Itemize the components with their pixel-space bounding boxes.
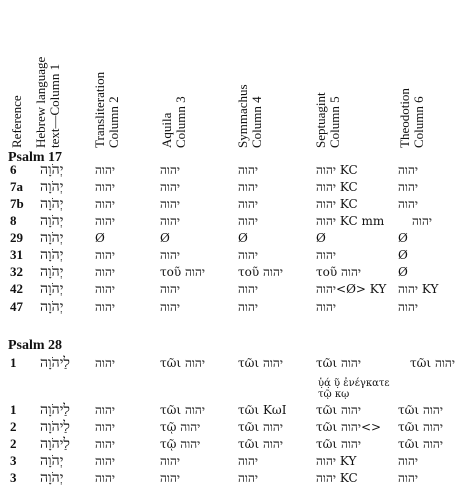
header-line: Column 3 [173, 96, 188, 148]
transliteration-cell: יהוה [95, 265, 116, 279]
symmachus-cell: יהוה [238, 300, 259, 314]
symmachus-cell: יהוה [238, 163, 259, 177]
header-line: Symmachus [235, 84, 250, 148]
header-symmachus [236, 84, 264, 148]
ref-cell: 42 [10, 281, 23, 296]
transliteration-cell: יהוה [95, 300, 116, 314]
ref-cell: 7b [10, 196, 24, 211]
hebrew-cell: יְהֹוָה [40, 247, 64, 263]
septuagint-cell: יהוה KY [316, 454, 357, 468]
hebrew-cell: יְהֹוָה [40, 213, 64, 229]
header-line: Septuagint [313, 92, 328, 148]
aquila-cell: τοῦ יהוה [160, 265, 206, 279]
header-aquila [160, 96, 188, 148]
section-title: Psalm 28 [8, 338, 63, 353]
header-reference [10, 95, 24, 148]
theodotion-cell: τῶι יהוה [398, 437, 443, 451]
septuagint-cell: τοῦ יהוה [316, 265, 362, 279]
septuagint-cell: τῶι יהוה [316, 356, 361, 370]
septuagint-cell: יהוה KC mm [316, 214, 385, 228]
aquila-cell: יהוה [160, 300, 181, 314]
theodotion-cell: τῶι יהוה [410, 356, 455, 370]
hebrew-cell: לַיהֹוָה [40, 419, 70, 435]
septuagint-cell: τῶι יהוה [316, 437, 361, 451]
note-line: τῷ κῳ [318, 389, 350, 400]
aquila-cell: יהוה [160, 248, 181, 262]
septuagint-cell: יהוה [316, 300, 337, 314]
ref-cell: 31 [10, 247, 23, 262]
table-row [0, 403, 474, 417]
theodotion-cell: יהוה [398, 471, 419, 485]
theodotion-cell: Ø [398, 248, 408, 262]
header-theodotion [398, 88, 426, 148]
aquila-cell: τῷ יהוה [160, 437, 201, 451]
aquila-cell: יהוה [160, 163, 181, 177]
transliteration-cell: יהוה [95, 197, 116, 211]
aquila-cell: יהוה [160, 214, 181, 228]
table-row [0, 248, 474, 262]
ref-cell: 7a [10, 179, 23, 194]
aquila-cell: יהוה [160, 282, 181, 296]
symmachus-cell: τοῦ יהוה [238, 265, 284, 279]
ref-cell: 3 [10, 453, 17, 468]
header-line: Column 4 [249, 96, 264, 148]
table-row [0, 300, 474, 314]
ref-cell: 3 [10, 470, 17, 485]
header-septuagint [314, 92, 342, 148]
hebrew-cell: לַיהֹוָה [40, 402, 70, 418]
symmachus-cell: יהוה [238, 454, 259, 468]
theodotion-cell: יהוה [398, 197, 419, 211]
header-line: Column 6 [411, 96, 426, 148]
aquila-cell: יהוה [160, 471, 181, 485]
septuagint-cell: τῶι יהוה<> [316, 420, 382, 434]
ref-cell: 1 [10, 355, 17, 370]
section-title: Psalm 17 [8, 150, 63, 165]
transliteration-cell: יהוה [95, 282, 116, 296]
header-line: Column 5 [327, 96, 342, 148]
header-transliteration [93, 72, 121, 148]
transliteration-cell: יהוה [95, 214, 116, 228]
table-row [0, 231, 474, 245]
theodotion-cell: יהוה [398, 163, 419, 177]
hebrew-cell: לַיהֹוָה [40, 436, 70, 452]
transliteration-cell: יהוה [95, 248, 116, 262]
hebrew-cell: יְהֹוָה [40, 281, 64, 297]
ref-cell: 32 [10, 264, 23, 279]
ref-cell: 6 [10, 162, 17, 177]
hebrew-cell: יְהֹוָה [40, 196, 64, 212]
septuagint-cell: יהוה KC [316, 180, 358, 194]
table-row [0, 265, 474, 279]
table-row [0, 197, 474, 211]
theodotion-cell: Ø [398, 265, 408, 279]
symmachus-cell: יהוה [238, 197, 259, 211]
transliteration-cell: יהוה [95, 356, 116, 370]
ref-cell: 2 [10, 436, 17, 451]
hebrew-cell: יְהֹוָה [40, 230, 64, 246]
hebrew-cell: יְהֹוָה [40, 264, 64, 280]
symmachus-cell: τῶι KωI [238, 403, 287, 417]
table-row [0, 356, 474, 370]
theodotion-cell: τῶι יהוה [398, 420, 443, 434]
symmachus-cell: τῶι יהוה [238, 420, 283, 434]
aquila-cell: יהוה [160, 180, 181, 194]
ref-cell: 29 [10, 230, 23, 245]
hebrew-cell: יְהֹוָה [40, 162, 64, 178]
table-row [0, 437, 474, 451]
transliteration-cell: יהוה [95, 180, 116, 194]
ref-cell: 2 [10, 419, 17, 434]
header-hebrew [34, 57, 62, 148]
header-line: Column 2 [106, 96, 121, 148]
septuagint-cell: יהוה KC [316, 471, 358, 485]
septuagint-cell: יהוה [316, 248, 337, 262]
septuagint-cell: יהוה KC [316, 163, 358, 177]
transliteration-cell: יהוה [95, 454, 116, 468]
symmachus-cell: יהוה [238, 282, 259, 296]
theodotion-cell: יהוה [398, 300, 419, 314]
transliteration-cell: יהוה [95, 420, 116, 434]
header-line: Hebrew language [33, 56, 48, 148]
aquila-cell: τῷ יהוה [160, 420, 201, 434]
header-line: text—Column 1 [47, 63, 62, 148]
theodotion-cell: Ø [398, 231, 408, 245]
symmachus-cell: יהוה [238, 214, 259, 228]
symmachus-cell: יהוה [238, 248, 259, 262]
header-line: Aquila [159, 112, 174, 148]
transliteration-cell: יהוה [95, 437, 116, 451]
septuagint-cell: Ø [316, 231, 326, 245]
theodotion-cell: יהוה KY [398, 282, 439, 296]
symmachus-cell: τῶι יהוה [238, 356, 283, 370]
symmachus-cell: יהוה [238, 471, 259, 485]
table-row [0, 471, 474, 485]
septuagint-cell: τῶι יהוה [316, 403, 361, 417]
aquila-cell: יהוה [160, 197, 181, 211]
hebrew-cell: לַיהֹוָה [40, 355, 70, 371]
transliteration-cell: יהוה [95, 163, 116, 177]
theodotion-cell: יהוה [398, 454, 419, 468]
aquila-cell: יהוה [160, 454, 181, 468]
symmachus-cell: Ø [238, 231, 248, 245]
header-line: Theodotion [397, 88, 412, 148]
hebrew-cell: יְהֹוָה [40, 453, 64, 469]
aquila-cell: τῶι יהוה [160, 356, 205, 370]
symmachus-cell: יהוה [238, 180, 259, 194]
aquila-cell: τῶι יהוה [160, 403, 205, 417]
symmachus-cell: τῶι יהוה [238, 437, 283, 451]
table-row [0, 420, 474, 434]
table-row [0, 282, 474, 296]
theodotion-cell: יהוה [412, 214, 433, 228]
ref-cell: 1 [10, 402, 17, 417]
header-line: Transliteration [92, 71, 107, 148]
hebrew-cell: יְהֹוָה [40, 179, 64, 195]
table-row [0, 214, 474, 228]
transliteration-cell: יהוה [95, 403, 116, 417]
septuagint-cell: יהוה<Ø> KY [316, 282, 387, 296]
aquila-cell: Ø [160, 231, 170, 245]
theodotion-cell: יהוה [398, 180, 419, 194]
hebrew-cell: יְהֹוָה [40, 470, 64, 486]
table-row [0, 180, 474, 194]
table-row [0, 454, 474, 468]
margin-note [318, 378, 390, 400]
theodotion-cell: τῶι יהוה [398, 403, 443, 417]
note-line: ὑ̣ά̣ ῦ̣ ἐνέγκατε [318, 378, 390, 389]
hebrew-cell: יְהֹוָה [40, 299, 64, 315]
septuagint-cell: יהוה KC [316, 197, 358, 211]
transliteration-cell: Ø [95, 231, 105, 245]
ref-cell: 8 [10, 213, 17, 228]
ref-cell: 47 [10, 299, 23, 314]
header-line: Reference [9, 95, 24, 148]
transliteration-cell: יהוה [95, 471, 116, 485]
table-row [0, 163, 474, 177]
